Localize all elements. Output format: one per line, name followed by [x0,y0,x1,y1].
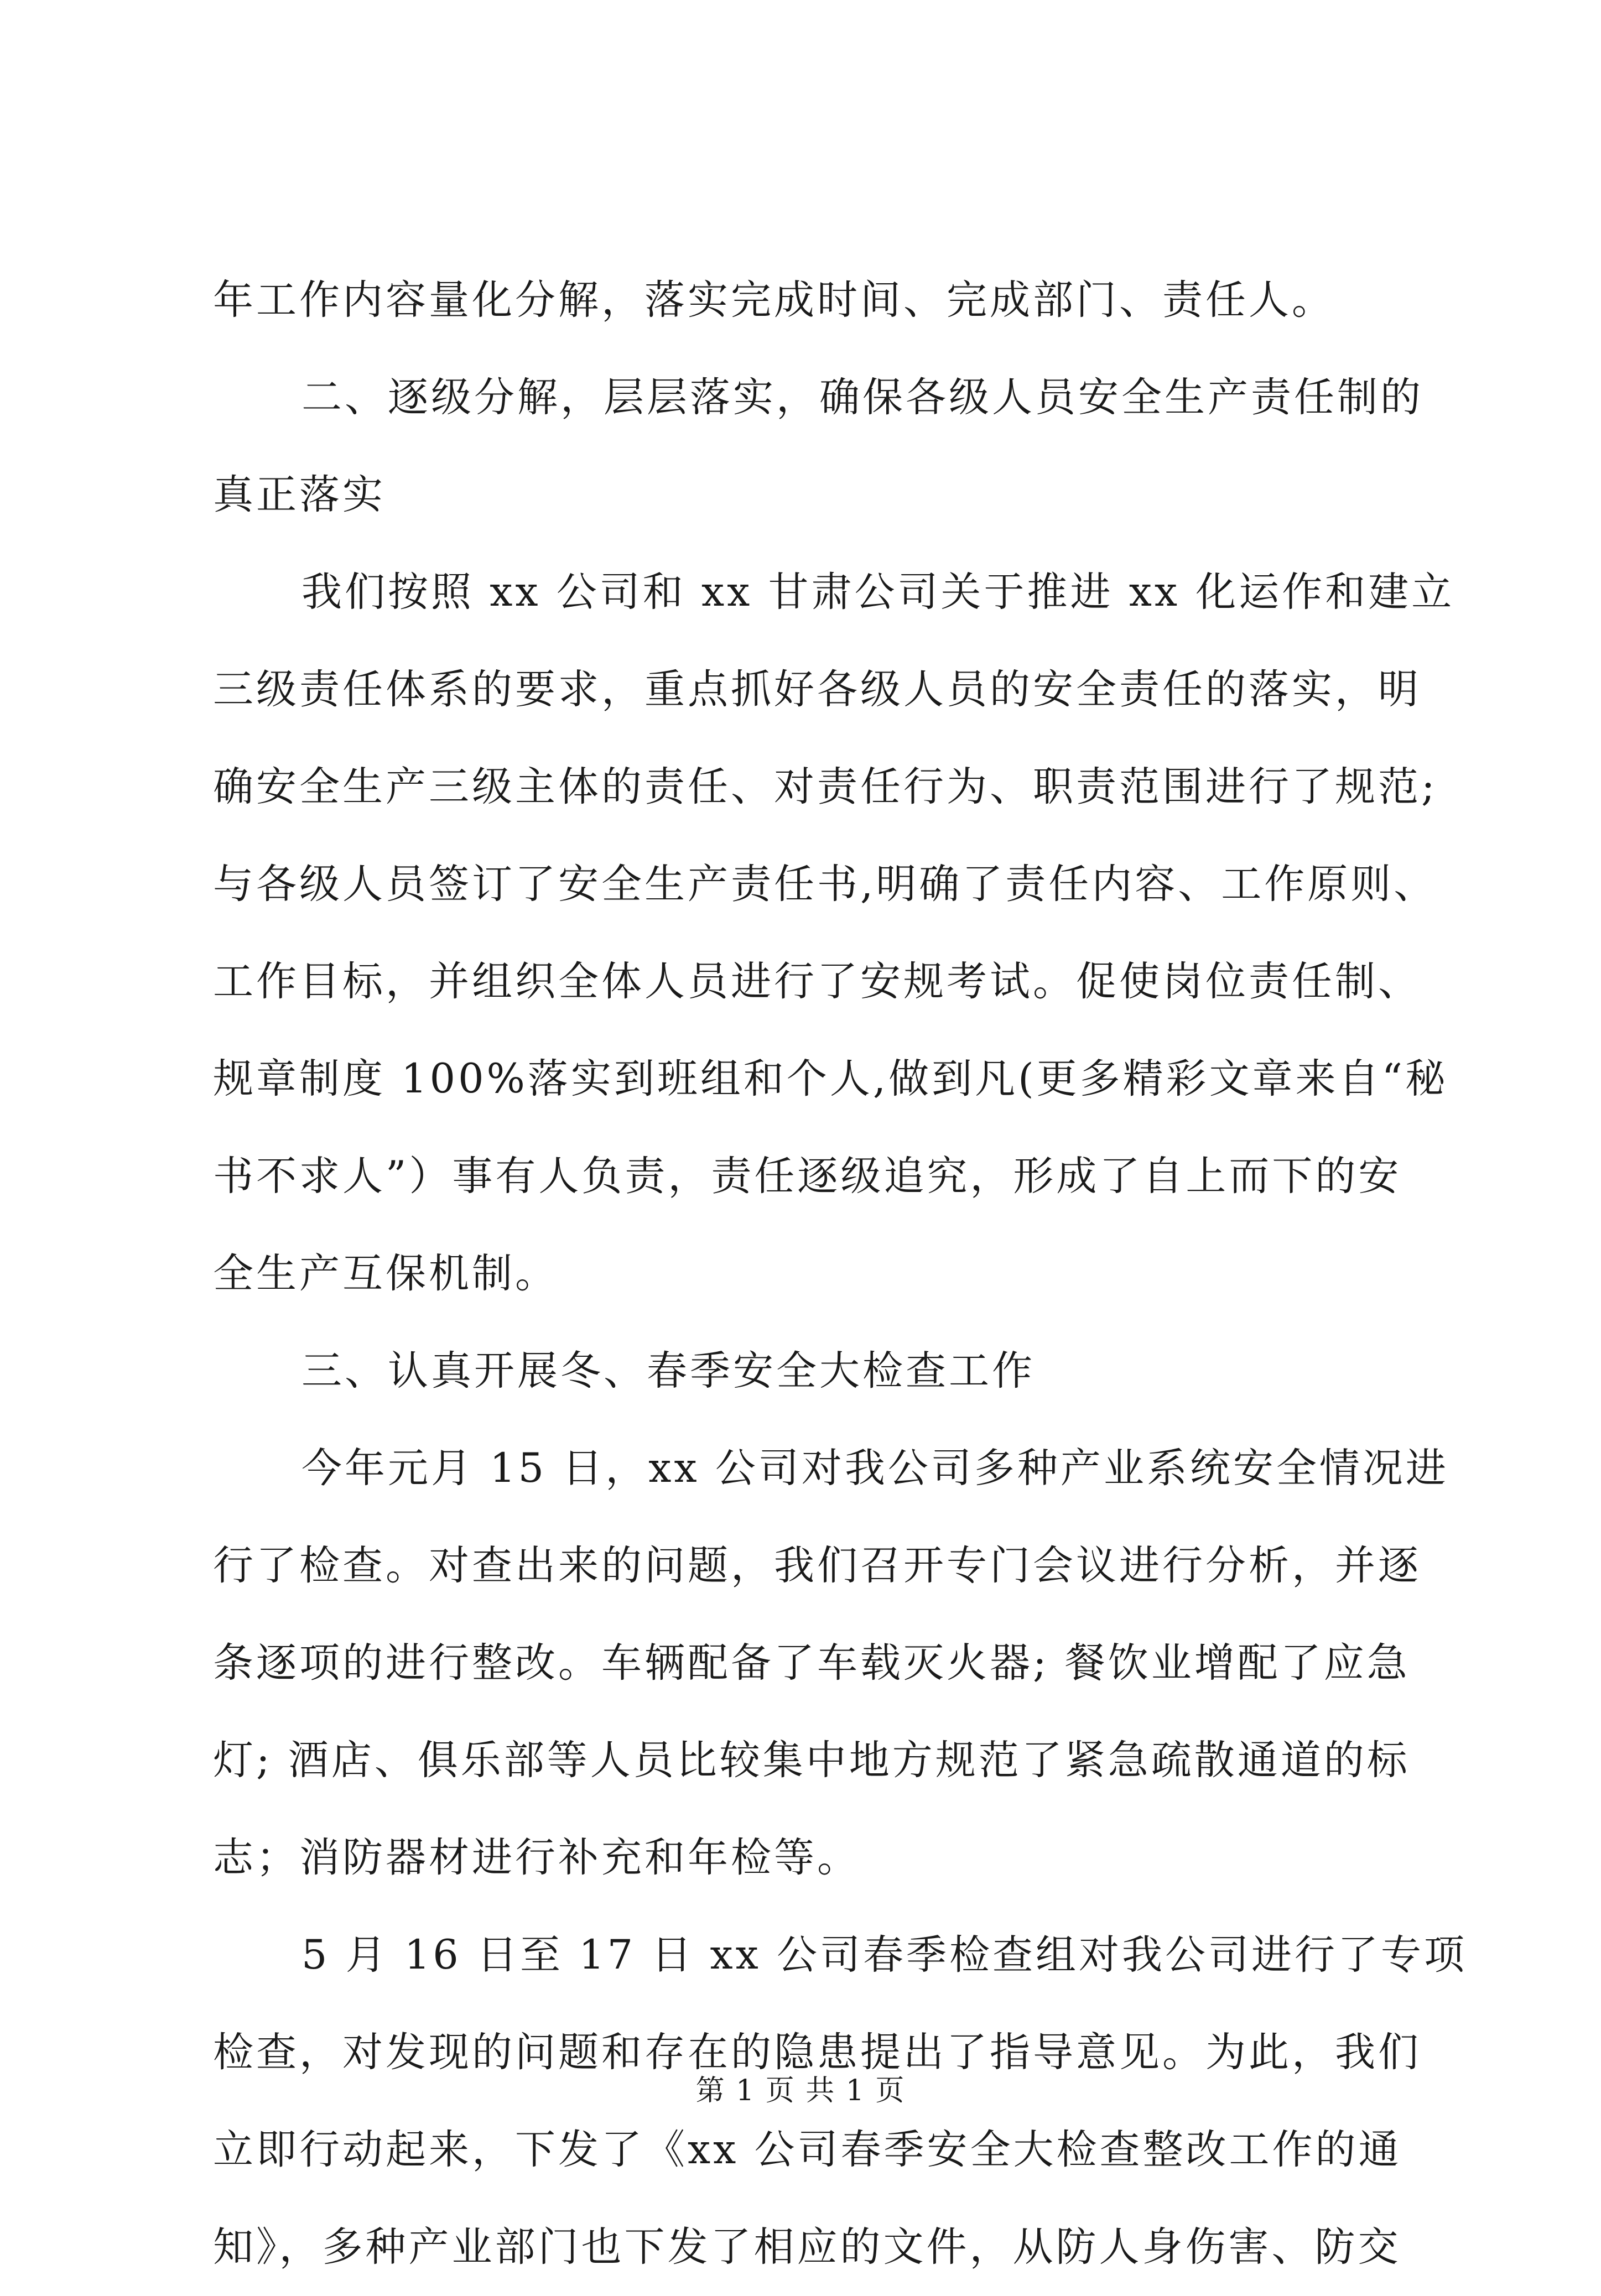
text-line: 行了检查。对查出来的问题，我们召开专门会议进行分析，并逐 [213,1542,1421,1589]
section-heading-continued: 真正落实 [213,471,386,518]
text-line: 确安全生产三级主体的责任、对责任行为、职责范围进行了规范; [213,763,1438,810]
page-number-footer: 第 1 页 共 1 页 [695,2074,906,2107]
section-heading: 三、认真开展冬、春季安全大检查工作 [302,1347,1035,1394]
text-line: 书不求人”）事有人负责，责任逐级追究，形成了自上而下的安 [213,1153,1402,1200]
text-line: 与各级人员签订了安全生产责任书,明确了责任内容、工作原则、 [213,861,1437,908]
text-line: 检查，对发现的问题和存在的隐患提出了指导意见。为此，我们 [213,2029,1421,2076]
text-line: 今年元月 15 日，xx 公司对我公司多种产业系统安全情况进 [302,1445,1449,1492]
text-line: 立即行动起来，下发了《xx 公司春季安全大检查整改工作的通 [213,2126,1402,2173]
text-line: 我们按照 xx 公司和 xx 甘肃公司关于推进 xx 化运作和建立 [302,569,1455,616]
text-line: 工作目标，并组织全体人员进行了安规考试。促使岗位责任制、 [213,958,1421,1005]
text-line: 年工作内容量化分解，落实完成时间、完成部门、责任人。 [213,277,1335,324]
text-line: 灯; 酒店、俱乐部等人员比较集中地方规范了紧急疏散通道的标 [213,1737,1410,1784]
text-line: 全生产互保机制。 [213,1250,558,1297]
text-line: 志；消防器材进行补充和年检等。 [213,1834,860,1881]
text-line: 三级责任体系的要求，重点抓好各级人员的安全责任的落实，明 [213,666,1421,713]
section-heading: 二、逐级分解，层层落实，确保各级人员安全生产责任制的 [302,374,1423,421]
document-body [213,252,1467,2296]
text-line: 知》，多种产业部门也下发了相应的文件，从防人身伤害、防交 [213,2224,1401,2271]
text-line: 规章制度 100%落实到班组和个人,做到凡(更多精彩文章来自“秘 [213,1055,1448,1102]
text-line: 条逐项的进行整改。车辆配备了车载灭火器; 餐饮业增配了应急 [213,1639,1410,1686]
text-line: 5 月 16 日至 17 日 xx 公司春季检查组对我公司进行了专项 [302,1931,1467,1979]
